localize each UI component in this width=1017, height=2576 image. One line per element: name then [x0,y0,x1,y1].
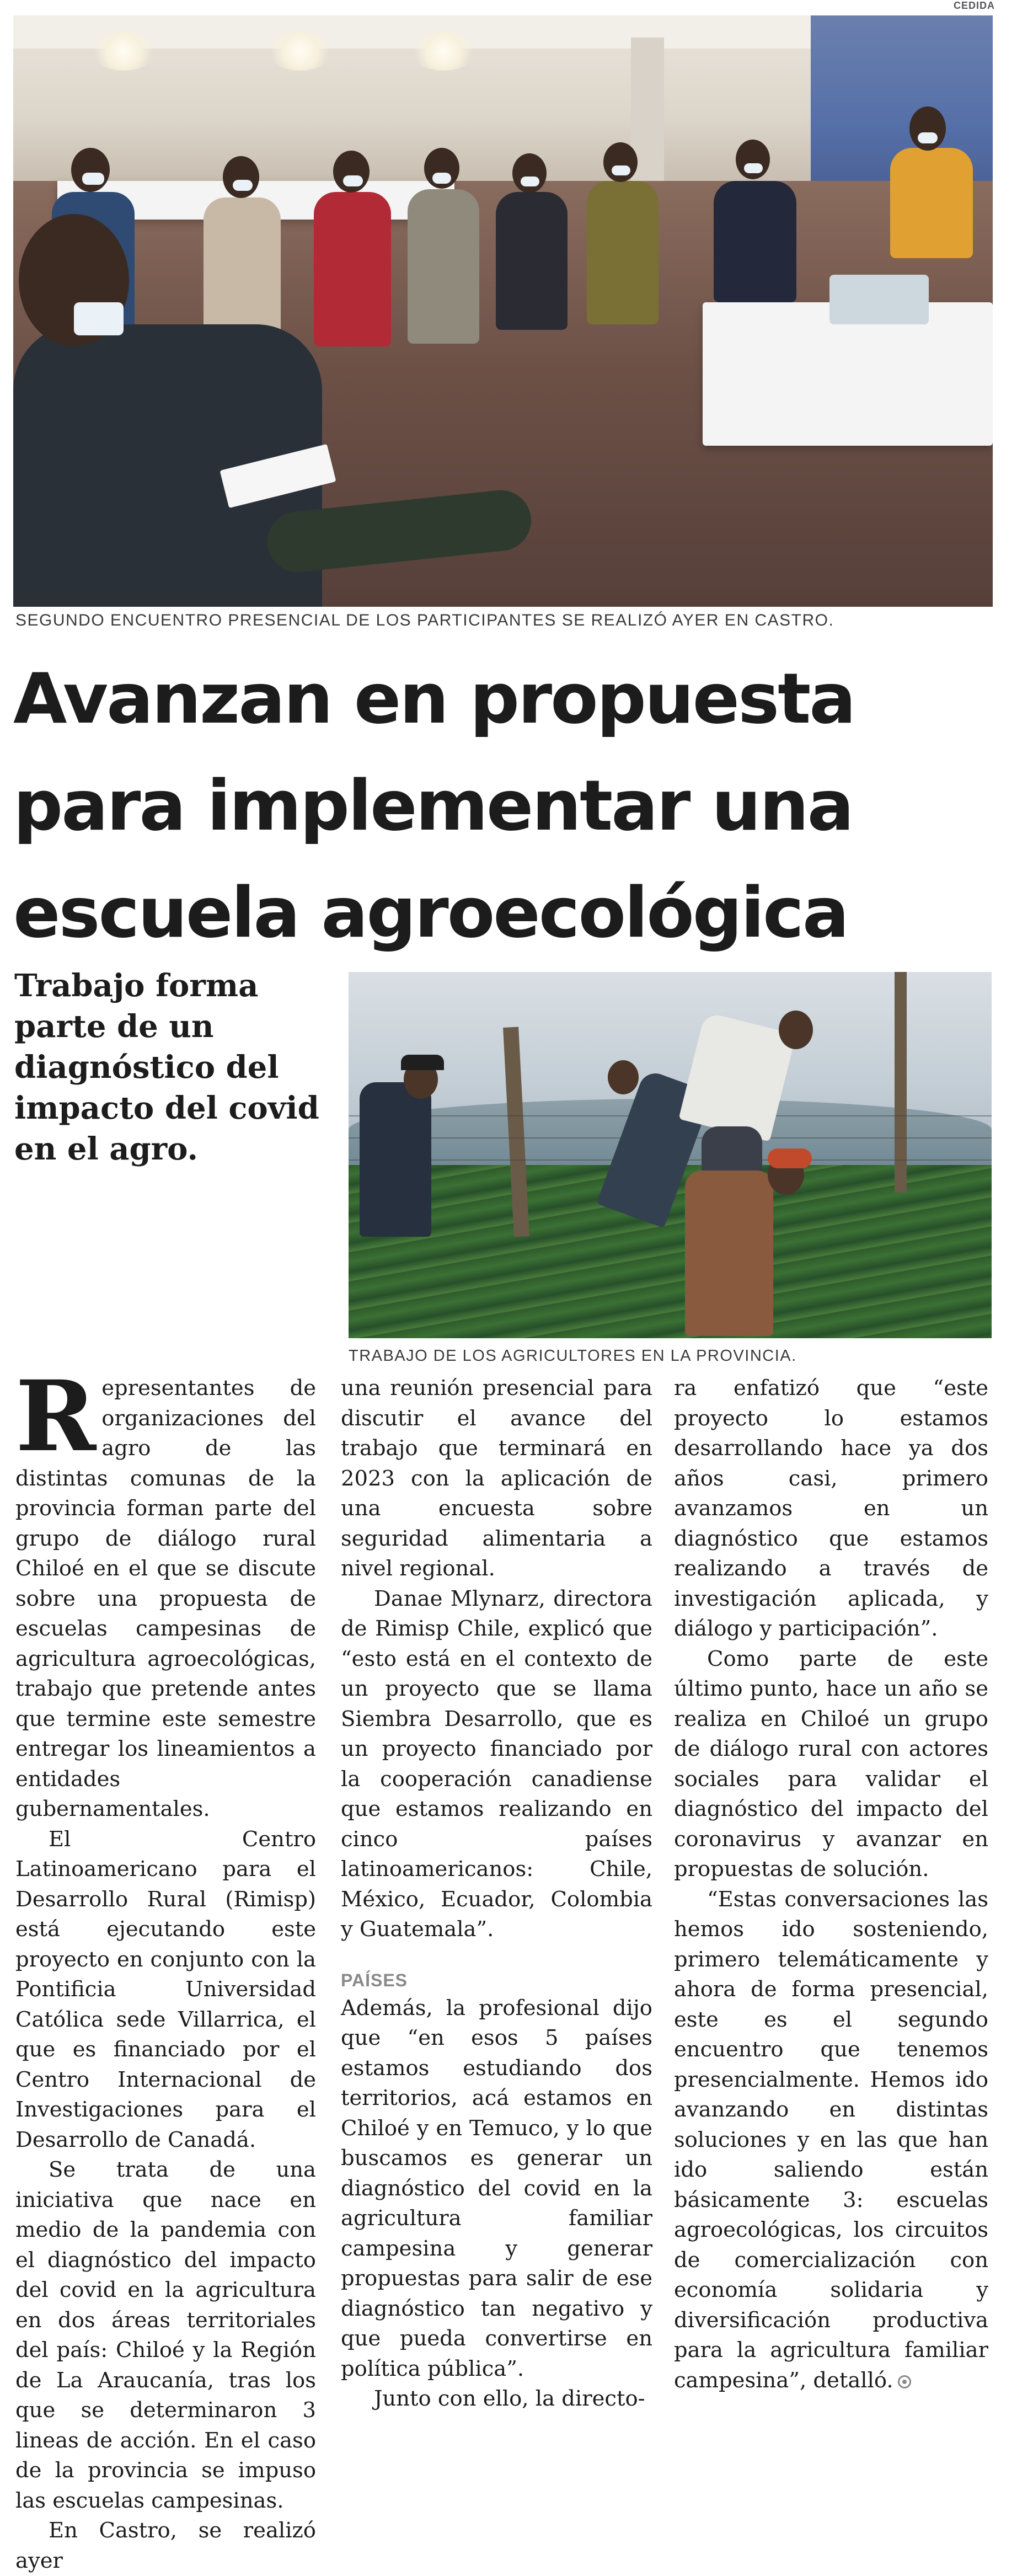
deck: Trabajo forma parte de un diagnóstico del impacto del covid en el agro. [14,968,319,1167]
body-paragraph: Representantes de organizaciones del agro de las distintas comunas de la provincia forman parte del grupo de diálogo rural Chiloé en el que se discute sobre una propuesta de escuelas campesinas de agricultura agroecológicas, trabajo que pretende antes que termine este semestre entregar los lineamientos a entidades gubernamentales. [15,1359,316,1821]
farmers-photo [349,972,992,1338]
body-paragraph: Como parte de este último punto, hace un año se realiza en Chiloé un grupo de diálogo rural con actores sociales para validar el diagnóstico del impacto del coronavirus y avanzar en propuestas de solución. [674,1646,988,1882]
body-column-1 [15,1359,316,2576]
body-paragraph: Además, la profesional dijo que “en esos 5 países estamos estudiando dos territorios, acá estamos en Chiloé y en Temuco, y lo que buscamos es generar un diagnóstico del covid en la agricultura familiar campesina y generar propuestas para salir de ese diagnóstico tan negativo y que pueda convertirse en política pública”. [341,1995,652,2381]
farmers-photo-caption: TRABAJO DE LOS AGRICULTORES EN LA PROVINCIA. [349,1347,797,1365]
meeting-photo [13,15,993,607]
photo-credit: CEDIDA [953,0,995,11]
body-paragraph: Danae Mlynarz, directora de Rimisp Chile, explicó que “esto está en el contexto de un proyecto que se llama Siembra Desarrollo, que es un proyecto financiado por la cooperación canadiense que estamos realizando en cinco países latinoamericanos: Chile, México, Ecuador, Colombia y Guatemala”. [341,1586,652,1942]
body-paragraph: En Castro, se realizó ayer [15,2518,316,2573]
body-paragraph: El Centro Latinoamericano para el Desarrollo Rural (Rimisp) está ejecutando este proyecto en conjunto con la Pontificia Universidad Católica sede Villarrica, el que es financiado por el Centro Internacional de Investigaciones para el Desarrollo de Canadá. [15,1826,316,2152]
body-paragraph: ra enfatizó que “este proyecto lo estamos desarrollando hace ya dos años casi, primero avanzamos en un diagnóstico que estamos realizando a través de investigación aplicada, y diálogo y participación”. [674,1376,988,1641]
body-paragraph: una reunión presencial para discutir el avance del trabajo que terminará en 2023 con la aplicación de una encuesta sobre seguridad alimentaria a nivel regional. [341,1376,652,1581]
body-column-3 [674,1373,988,2396]
section-subhead: PAÍSES [341,1970,408,1990]
meeting-photo-caption: SEGUNDO ENCUENTRO PRESENCIAL DE LOS PARTICIPANTES SE REALIZÓ AYER EN CASTRO. [15,611,834,629]
drop-cap: R [15,1359,97,1473]
headline: Avanzan en propuesta para implementar una escuela agroecológica [13,658,855,953]
body-column-2 [341,1373,652,2414]
body-paragraph: Se trata de una iniciativa que nace en medio de la pandemia con el diagnóstico del impacto del covid en la agricultura en dos áreas territoriales del país: Chiloé y la Región de La Araucanía, tras los que se determinaron 3 lineas de acción. En el caso de la provincia se impuso las escuelas campesinas. [15,2157,316,2513]
body-paragraph: “Estas conversaciones las hemos ido sosteniendo, primero telemáticamente y ahora de forma presencial, este es el segundo encuentro que tenemos presencialmente. Hemos ido avanzando en distintas soluciones y en las que han ido saliendo están básicamente 3: escuelas agroecológicas, los circuitos de comercialización con economía solidaria y diversificación productiva para la agricultura familiar campesina”, detalló. [674,1886,988,2393]
body-paragraph: Junto con ello, la directo- [374,2386,645,2411]
end-of-article-icon [898,2375,911,2388]
